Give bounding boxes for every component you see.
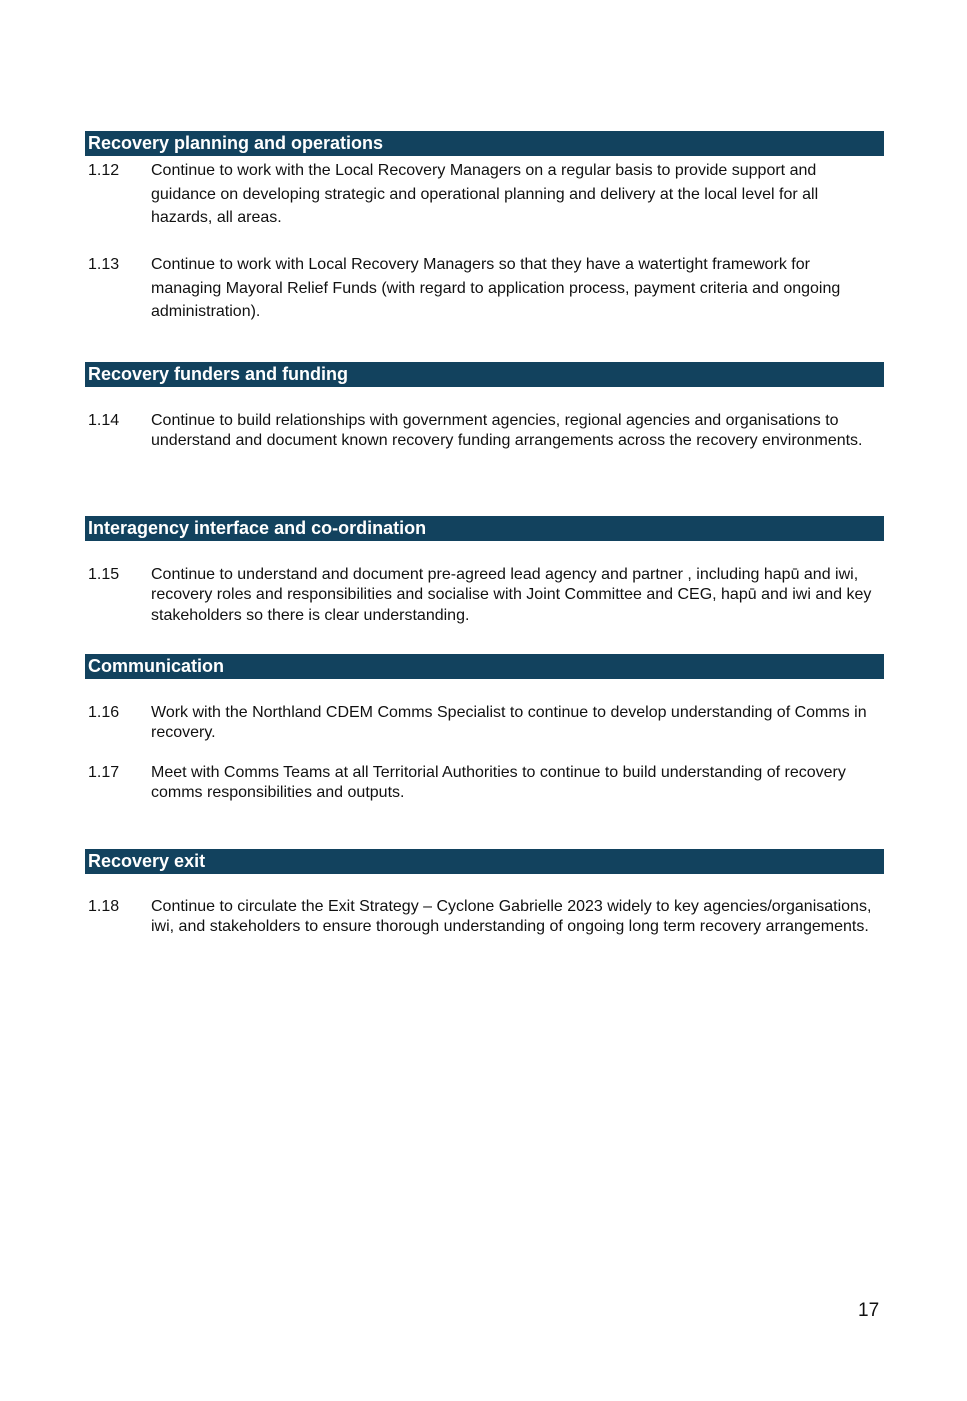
item-number: 1.15 <box>88 566 120 583</box>
item-text: Continue to understand and document pre-agreed lead agency and partner , including hapū and iwi, recovery roles and responsibilities and socialise with Joint Committee and CEG, hapū and iwi and key stakeholders so there is clear understanding. <box>151 566 872 624</box>
section-heading-recovery-funders: Recovery funders and funding <box>85 362 884 387</box>
item-text: Continue to circulate the Exit Strategy – Cyclone Gabrielle 2023 widely to key agencies/organisations, iwi, and stakeholders to ensure thorough understanding of ongoing long term recovery arrangements. <box>151 898 872 936</box>
item-number: 1.14 <box>88 412 120 429</box>
item-text: Continue to build relationships with government agencies, regional agencies and organisations to understand and document known recovery funding arrangements across the recovery environments. <box>151 412 863 450</box>
list-item-1-13 <box>88 253 883 324</box>
list-item-1-14 <box>88 411 883 452</box>
list-item-1-15 <box>88 565 883 626</box>
item-number: 1.13 <box>88 256 120 273</box>
page-number: 17 <box>858 1300 880 1321</box>
item-text: Continue to work with the Local Recovery Managers on a regular basis to provide support and guidance on developing strategic and operational planning and delivery at the local level for all hazards, all areas. <box>151 162 819 226</box>
list-item-1-16 <box>88 703 883 744</box>
item-text: Meet with Comms Teams at all Territorial Authorities to continue to build understanding of recovery comms responsibilities and outputs. <box>151 764 846 802</box>
item-number: 1.17 <box>88 764 120 781</box>
section-heading-communication: Communication <box>85 654 884 679</box>
item-text: Continue to work with Local Recovery Managers so that they have a watertight framework for managing Mayoral Relief Funds (with regard to application process, payment criteria and ongoing administration). <box>151 256 841 320</box>
item-number: 1.16 <box>88 704 120 721</box>
list-item-1-12 <box>88 159 883 230</box>
section-heading-interagency: Interagency interface and co-ordination <box>85 516 884 541</box>
item-text: Work with the Northland CDEM Comms Specialist to continue to develop understanding of Comms in recovery. <box>151 704 867 742</box>
section-heading-recovery-planning: Recovery planning and operations <box>85 131 884 156</box>
section-heading-recovery-exit: Recovery exit <box>85 849 884 874</box>
list-item-1-18 <box>88 897 883 938</box>
list-item-1-17 <box>88 763 883 804</box>
item-number: 1.12 <box>88 162 120 179</box>
item-number: 1.18 <box>88 898 120 915</box>
